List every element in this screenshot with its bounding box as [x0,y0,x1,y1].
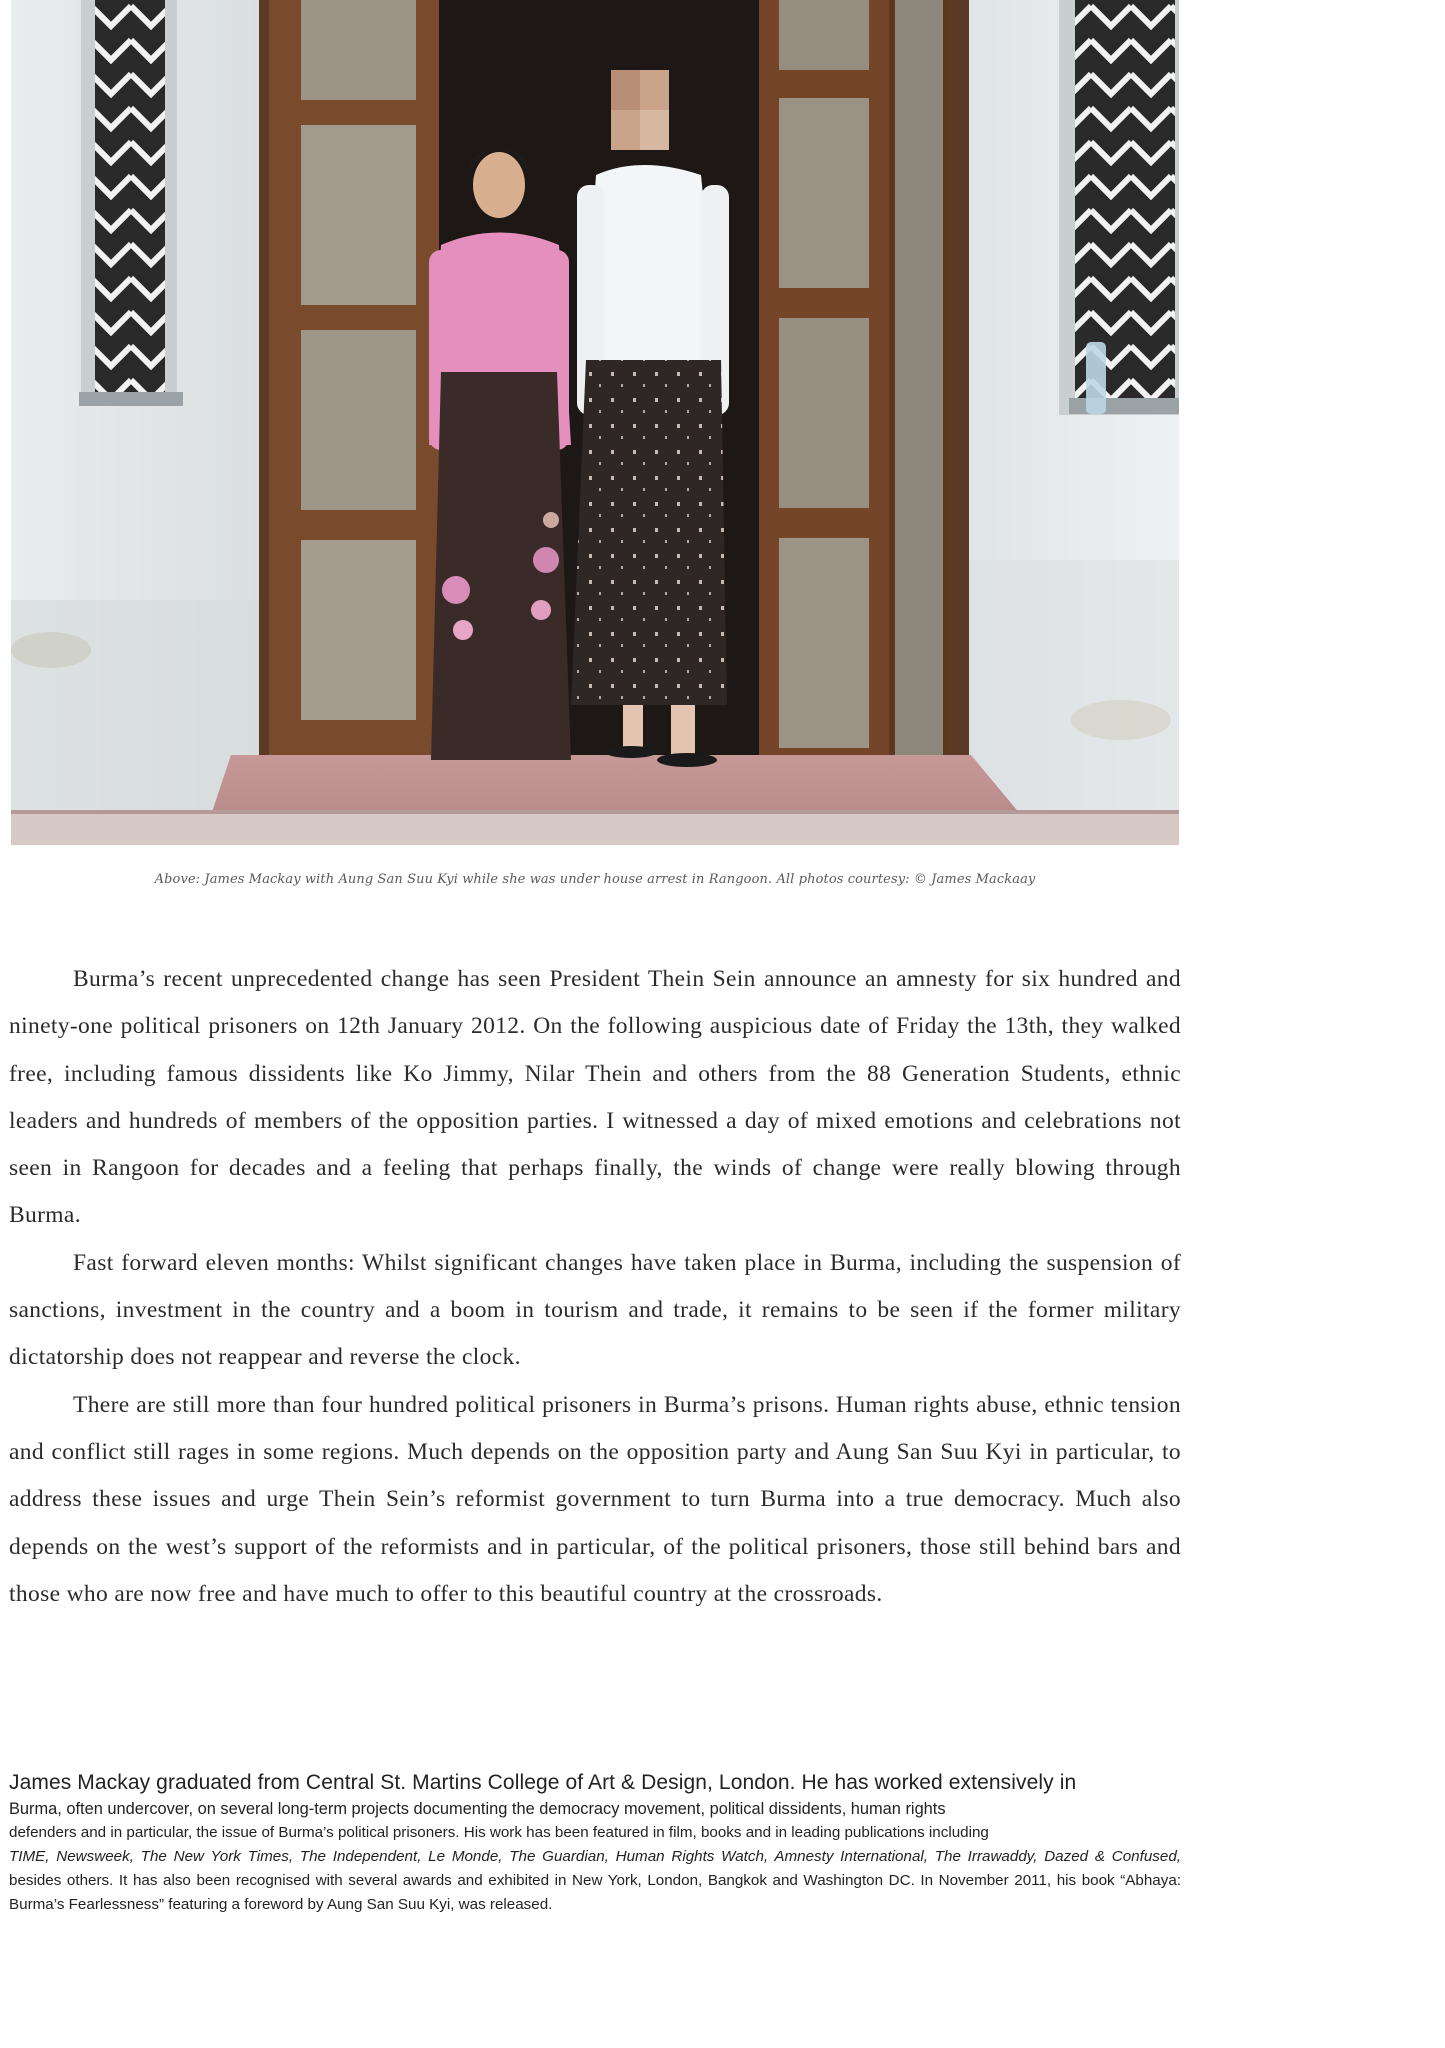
bio-publications: TIME, Newsweek, The New York Times, The Independent, Le Monde, The Guardian, Human Rights Watch, Amnesty International, The Irrawaddy, Dazed & Confused, [9,1848,1181,1865]
paragraph: Burma’s recent unprecedented change has seen President Thein Sein announce an amnesty for six hundred and ninety-one political prisoners on 12th January 2012. On the following auspicious date of Friday the 13th, they walked free, including famous dissidents like Ko Jimmy, Nilar Thein and others from the 88 Generation Students, ethnic leaders and hundreds of members of the opposition parties. I witnessed a day of mixed emotions and celebrations not seen in Rangoon for decades and a feeling that perhaps finally, the winds of change were really blowing through Burma. [9,966,1181,1229]
right-window [1059,0,1179,415]
left-door [269,0,439,755]
bio-lead: James Mackay graduated from Central St. Martins College of Art & Design, London. He has worked extensively in [9,1771,1077,1794]
right-door [759,0,949,800]
photo [11,0,1179,845]
paragraph: Fast forward eleven months: Whilst significant changes have taken place in Burma, including the suspension of sanctions, investment in the country and a boom in tourism and trade, it remains to be seen if the former military dictatorship does not reappear and reverse the clock. [9,1249,1181,1371]
photo-caption: Above: James Mackay with Aung San Suu Kyi while she was under house arrest in Rangoon. All photos courtesy: © James Mackaay [154,872,1036,887]
bio-body [9,1845,1181,1917]
left-window [79,0,183,406]
article-body [9,956,1181,1618]
bio-tail: besides others. It has also been recognised with several awards and exhibited in New York, London, Bangkok and Washington DC. In November 2011, his book “Abhaya: Burma’s Fearlessness” featuring a foreword by Aung San Suu Kyi, was released. [9,1872,1181,1913]
photo-illustration [11,0,1179,845]
paragraph: There are still more than four hundred political prisoners in Burma’s prisons. Human rights abuse, ethnic tension and conflict still rages in some regions. Much depends on the opposition party and Aung San Suu Kyi in particular, to address these issues and urge Thein Sein’s reformist government to turn Burma into a true democracy. Much also depends on the west’s support of the reformists and in particular, of the political prisoners, those still behind bars and those who are now free and have much to offer to this beautiful country at the crossroads. [9,1391,1181,1607]
author-bio [9,1768,1181,1917]
bio-line: defenders and in particular, the issue of Burma’s political prisoners. His work has been featured in film, books and in leading publications including [9,1824,989,1841]
bio-line: Burma, often undercover, on several long-term projects documenting the democracy movement, political dissidents, human rights [9,1800,946,1818]
